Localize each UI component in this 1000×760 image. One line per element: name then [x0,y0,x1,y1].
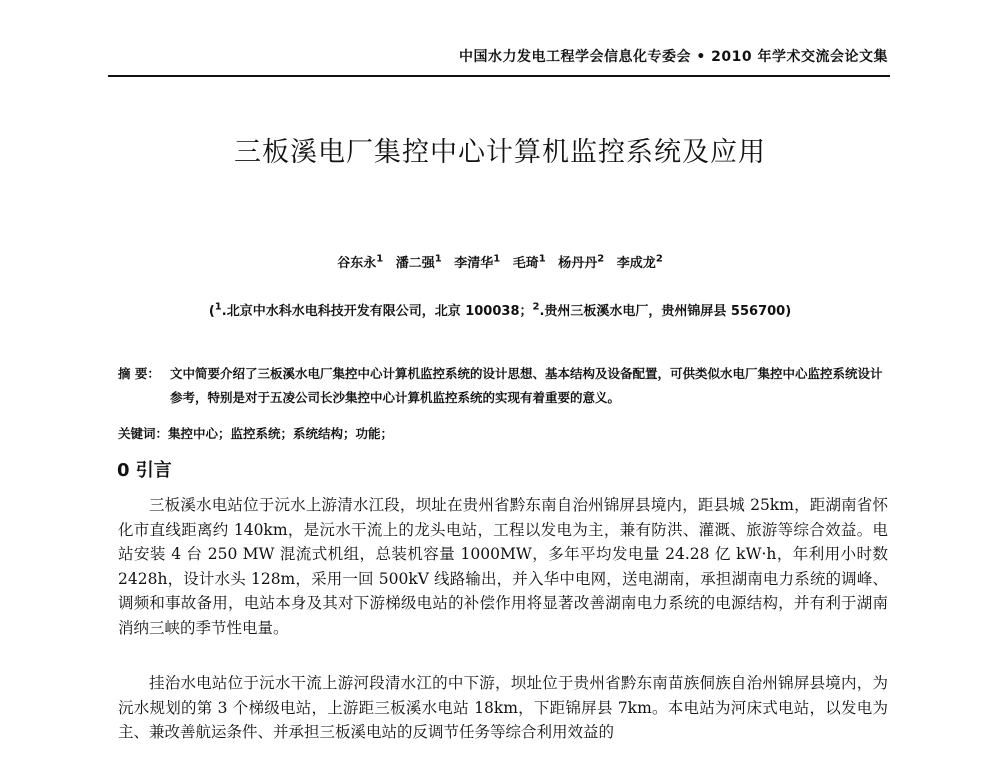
author-affiliation-mark: 1 [538,253,546,265]
author-list [0,252,1000,271]
author-name: 李成龙 [616,256,656,271]
author-affiliation-mark: 1 [376,253,384,265]
author-name: 谷东永 [337,256,377,271]
author-affiliation-mark: 2 [597,253,605,265]
author-name: 毛琦 [512,256,539,271]
abstract-text: 文中简要介绍了三板溪水电厂集控中心计算机监控系统的设计思想、基本结构及设备配置，可供类似水电厂集控中心监控系统设计参考，特别是对于五凌公司长沙集控中心计算机监控系统的实现有着重要的意义。 [170,366,883,405]
abstract-label: 摘 要： [118,366,160,381]
affiliations [0,300,1000,319]
keywords [118,424,888,442]
abstract [118,362,888,410]
section-heading: 0 引言 [117,460,172,481]
author-affiliation-mark: 2 [655,253,663,265]
author-name: 杨丹丹 [558,256,598,271]
author-affiliation-mark: 1 [493,253,501,265]
body-paragraph: 三板溪水电站位于沅水上游清水江段，坝址在贵州省黔东南自治州锦屏县境内，距县城 25km，距湖南省怀化市直线距离约 140km，是沅水干流上的龙头电站，工程以发电为主，兼有防洪、灌溉、旅游等综合效益。电站安装 4 台 250 MW 混流式机组，总装机容量 1000MW，多年平均发电量 24.28 亿 kW·h，年利用小时数 2428h，设计水头 128m，采用一回 500kV 线路输出，并入华中电网，送电湖南，承担湖南电力系统的调峰、调频和事故备用，电站本身及其对下游梯级电站的补偿作用将显著改善湖南电力系统的电源结构，并有利于湖南消纳三峡的季节性电量。 [118,496,888,637]
running-header: 中国水力发电工程学会信息化专委会 • 2010 年学术交流会论文集 [458,49,888,65]
affiliation-1: .北京中水科水电科技开发有限公司，北京 100038； [221,304,533,319]
paper-title: 三板溪电厂集控中心计算机监控系统及应用 [234,137,766,168]
affiliation-open-paren: ( [208,304,215,319]
keywords-text: 集控中心；监控系统；系统结构；功能； [168,426,394,441]
affiliation-mark: 1 [214,301,222,313]
author-name: 李清华 [454,256,494,271]
author-name: 潘二强 [395,256,435,271]
header-rule [108,75,890,77]
keywords-label: 关键词： [118,426,169,441]
affiliation-mark: 2 [532,301,540,313]
author-affiliation-mark: 1 [434,253,442,265]
affiliation-2: .贵州三板溪水电厂，贵州锦屏县 556700) [539,304,792,319]
body-paragraph: 挂治水电站位于沅水干流上游河段清水江的中下游，坝址位于贵州省黔东南苗族侗族自治州锦屏县境内，为沅水规划的第 3 个梯级电站，上游距三板溪水电站 18km，下距锦屏县 7km。本电站为河床式电站，以发电为主、兼改善航运条件、并承担三板溪电站的反调节任务等综合利用效益的 [118,674,888,741]
